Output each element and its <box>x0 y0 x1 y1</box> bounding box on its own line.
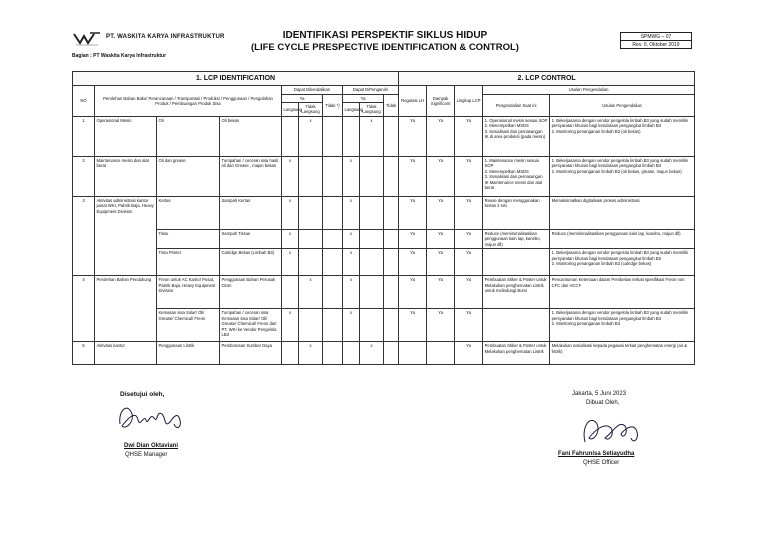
row-item: Kemasan sisa Solar/ Oli/ Grease/ Chemical/ Freon <box>157 309 220 342</box>
row-current-control: 1. Operasional mesin sesuai SOP 2. Menempelkan MSDS 3. Sosialisasi dan pemasangan IK di area produksi (pada mesin) <box>483 116 550 156</box>
row-current-control <box>483 249 550 276</box>
row-item: Oli <box>157 116 220 156</box>
row-mark: x <box>343 156 360 196</box>
col-tidak: Tidak <box>384 94 399 116</box>
row-lingkup: Ya <box>455 309 483 342</box>
row-mark <box>360 249 384 276</box>
row-impact: Tumpahan / ceceran sisa Kemasan sisa Solar/ Oli/ Grease/ Chemical/ Freon dari PT. WKI ke Vendor Pengelola LB3 <box>220 309 282 342</box>
row-mark: x <box>282 196 299 229</box>
row-item: Kertas <box>157 196 220 229</box>
row-lingkup: Ya <box>455 342 483 365</box>
section-lcp-identification: 1. LCP IDENTIFICATION <box>73 72 399 86</box>
row-impact: Oli bekas <box>220 116 282 156</box>
row-mark <box>323 249 343 276</box>
row-mark <box>323 309 343 342</box>
row-current-control: Reduce (meminimalisasikan penggunaan kain lap, kanebo, majun dll) <box>483 229 550 248</box>
row-mark <box>384 342 399 365</box>
row-no: 5 <box>73 342 95 365</box>
created-by-label: Dibuat Oleh, <box>586 400 620 406</box>
row-proposed-control: 1. Bekerjasama dengan vendor pengelola limbah B3 yang sudah memiliki persyaratan khusus bagi kendaraan pengangkut limbah B3 2. Monitoring penanganan limbah B3 <box>550 309 695 342</box>
row-mark <box>299 309 323 342</box>
row-mark <box>299 196 323 229</box>
row-mark <box>360 229 384 248</box>
row-item: Tinta Printer <box>157 249 220 276</box>
row-regulasi: Ya <box>399 116 427 156</box>
row-dampak: Ya <box>427 116 455 156</box>
table-row <box>73 309 695 342</box>
col-dipengaruhi: Dapat DiPengaruhi <box>343 86 399 94</box>
row-mark: x <box>282 229 299 248</box>
department-value: : PT Waskita Karya Infrastruktur <box>90 53 167 59</box>
department-label: Bagian <box>72 53 89 59</box>
row-mark: x <box>299 342 323 365</box>
row-regulasi: Ya <box>399 196 427 229</box>
document-subtitle: (LIFE CYCLE PRESPECTIVE IDENTIFICATION & CONTROL) <box>251 42 519 53</box>
row-mark <box>360 309 384 342</box>
row-regulasi: Ya <box>399 156 427 196</box>
row-proposed-control: Melakukan sosialisasi kepada pegawai terkait penghematan energi (air & listrik) <box>550 342 695 365</box>
table-row <box>73 342 695 365</box>
approver-signature <box>114 400 194 434</box>
table-row <box>73 116 695 156</box>
row-item: Freon untuk AC Kantor Pusat, Pabrik Baja, Heavy Equipment Division <box>157 276 220 309</box>
row-mark: x <box>360 342 384 365</box>
row-impact: Catridge Bekas (Limbah B3) <box>220 249 282 276</box>
row-no: 3 <box>73 196 95 275</box>
col-langsung-1: Langsung <box>282 103 299 117</box>
row-current-control <box>483 309 550 342</box>
row-activity: Perolehan Bahan Pendukung <box>95 276 157 342</box>
row-mark <box>282 342 299 365</box>
row-current-control: Pembuatan Stiker & Poster untuk Melakukan penghematan Listrik <box>483 342 550 365</box>
row-current-control: Pembuatan Stiker & Poster untuk Melakukan penghematan Listrik untuk melindungi Bumi <box>483 276 550 309</box>
row-mark: x <box>343 276 360 309</box>
row-item: Oli dan grease <box>157 156 220 196</box>
row-no: 1 <box>73 116 95 156</box>
creator-name: Fani Fahrunisa Setiayudha <box>558 451 635 457</box>
row-proposed-control: 1. Bekerjasama dengan vendor pengelola limbah B3 yang sudah memiliki persyaratan khusus bagi kendaraan pengangkut limbah B3 2. Monitoring penanganan limbah B3 (oli bekas) <box>550 116 695 156</box>
row-dampak <box>427 342 455 365</box>
row-mark: x <box>360 116 384 156</box>
approved-by-label: Disetujui oleh, <box>120 391 165 398</box>
row-activity: Aktivitas administrasi kantor pusat WKI, Pabrik Baja, Heavy Equipment Division <box>95 196 157 275</box>
row-proposed-control: Pencantuman Ketentuan dalam Pembelian terkait spesifikasi Freon non CFC dan HCCF <box>550 276 695 309</box>
row-current-control: Reuse dengan menggunakan kertas 2 sisi <box>483 196 550 229</box>
creator-role: QHSE Officer <box>583 460 620 466</box>
row-lingkup: Ya <box>455 156 483 196</box>
row-dampak: Ya <box>427 249 455 276</box>
row-impact: Sampah Tissue <box>220 229 282 248</box>
table-row <box>73 276 695 309</box>
section-lcp-control: 2. LCP CONTROL <box>399 72 695 86</box>
row-impact: Pemborosan Sumber Daya <box>220 342 282 365</box>
row-mark: x <box>282 249 299 276</box>
row-mark <box>343 116 360 156</box>
row-mark <box>323 276 343 309</box>
row-mark <box>323 116 343 156</box>
row-mark <box>360 156 384 196</box>
place-date: Jakarta, 5 Juni 2023 <box>572 391 627 397</box>
col-activity: Perolehan Bahan Baku/ Perancanaan / Transportasi / Produksi / Penggunaan / Pengolahan Produk / Pembuangan Produk Sisa <box>95 86 282 117</box>
row-dampak: Ya <box>427 156 455 196</box>
table-row <box>73 156 695 196</box>
lcp-table <box>72 71 695 365</box>
document-title: IDENTIFIKASI PERSPEKTIF SIKLUS HIDUP <box>282 30 488 41</box>
row-mark: x <box>282 156 299 196</box>
row-regulasi: Ya <box>399 229 427 248</box>
row-mark <box>384 276 399 309</box>
table-row <box>73 229 695 248</box>
row-impact: Penggunaan Bahan Perusak Ozon <box>220 276 282 309</box>
row-mark <box>323 196 343 229</box>
row-mark: x <box>343 309 360 342</box>
row-mark <box>384 156 399 196</box>
row-mark: x <box>343 196 360 229</box>
department-line <box>72 53 166 59</box>
row-lingkup: Ya <box>455 276 483 309</box>
row-regulasi: Ya <box>399 249 427 276</box>
row-mark: x <box>299 276 323 309</box>
row-mark <box>384 116 399 156</box>
col-usulan: Usulan Pengendalian <box>483 86 695 94</box>
row-mark <box>299 249 323 276</box>
row-item: Penggunaan Listrik <box>157 342 220 365</box>
row-activity: Aktivitas kantor <box>95 342 157 365</box>
row-regulasi <box>399 342 427 365</box>
row-mark: x <box>343 249 360 276</box>
row-dampak: Ya <box>427 309 455 342</box>
col-tidak-langsung-2: Tidak Langsung <box>360 103 384 117</box>
approver-role: QHSE Manager <box>125 452 168 458</box>
row-mark <box>343 342 360 365</box>
document-code-box <box>620 32 692 49</box>
row-impact: Sampah Kertas <box>220 196 282 229</box>
col-dikendalikan: Dapat Dikendalikan <box>282 86 343 94</box>
doc-code: SPMWG – 07 <box>640 33 672 40</box>
row-lingkup: Ya <box>455 116 483 156</box>
row-mark <box>360 276 384 309</box>
row-current-control: 1. Maintenance mesin sesuai SOP 2. Menempelkan MSDS 3. Sosialisasi dan pemasangan IK Maintenance mesin dan alat berat <box>483 156 550 196</box>
row-mark <box>384 196 399 229</box>
row-proposed-control: 1. Bekerjasama dengan vendor pengelola limbah B3 yang sudah memiliki persyaratan khusus bagi kendaraan pengangkut limbah B3 2. Monitoring penanganan limbah B3 (catridge bekas) <box>550 249 695 276</box>
row-proposed-control: 1. Bekerjasama dengan vendor pengelola limbah B3 yang sudah memiliki persyaratan khusus bagi kendaraan pengangkut limbah B3 2. Monitoring penanganan limbah B3 (oli bekas, grease, majun bekas) <box>550 156 695 196</box>
row-proposed-control: Memaksimalkan digitalisasi proses administrasi <box>550 196 695 229</box>
approver-name: Dwi Dian Oktaviani <box>124 443 179 449</box>
company-name: PT. WASKITA KARYA INFRASTRUKTUR <box>106 34 225 40</box>
col-langsung-2: Langsung <box>343 103 360 117</box>
row-mark: x <box>343 229 360 248</box>
row-mark <box>360 196 384 229</box>
row-mark <box>323 156 343 196</box>
row-no: 4 <box>73 276 95 342</box>
row-regulasi: Ya <box>399 276 427 309</box>
col-tidak-star: Tidak *) <box>323 94 343 116</box>
col-dampak: Dampak Significant <box>427 86 455 117</box>
row-proposed-control: Reduce (meminimalisasikan penggunaan kain lap, kanebo, majun dll) <box>550 229 695 248</box>
row-activity: Operasional Mesin <box>95 116 157 156</box>
row-no: 2 <box>73 156 95 196</box>
row-lingkup: Ya <box>455 196 483 229</box>
creator-signature <box>575 412 655 448</box>
col-usulan-pengendalian: Usulan Pengendalian <box>550 94 695 116</box>
row-mark <box>299 156 323 196</box>
row-mark <box>384 229 399 248</box>
table-row <box>73 196 695 229</box>
row-mark <box>299 229 323 248</box>
row-mark <box>323 342 343 365</box>
col-lingkup: Lingkup LCP <box>455 86 483 117</box>
row-mark: x <box>282 309 299 342</box>
row-lingkup: Ya <box>455 249 483 276</box>
row-lingkup: Ya <box>455 229 483 248</box>
doc-revision: Rev. 0, Oktober 2019 <box>621 40 691 48</box>
row-impact: Tumpahan / ceceran sisa hasil oli dan Grease , majun bekas <box>220 156 282 196</box>
row-mark <box>384 249 399 276</box>
col-saat-ini: Pengendalian Saat ini <box>483 94 550 116</box>
row-mark <box>282 116 299 156</box>
table-row <box>73 249 695 276</box>
col-tidak-langsung-1: Tidak Langsung <box>299 103 323 117</box>
col-regulasi: Regulasi LH <box>399 86 427 117</box>
row-dampak: Ya <box>427 276 455 309</box>
row-mark <box>323 229 343 248</box>
row-mark: x <box>299 116 323 156</box>
row-regulasi: Ya <box>399 309 427 342</box>
row-mark <box>384 309 399 342</box>
row-mark <box>282 276 299 309</box>
col-ya-2: Ya <box>343 94 384 102</box>
company-logo <box>72 30 102 46</box>
col-ya-1: Ya <box>282 94 323 102</box>
row-dampak: Ya <box>427 196 455 229</box>
row-dampak: Ya <box>427 229 455 248</box>
row-item: Tissu <box>157 229 220 248</box>
row-activity: Maintenance mesin dan alat berat <box>95 156 157 196</box>
col-no: NO <box>73 86 95 117</box>
